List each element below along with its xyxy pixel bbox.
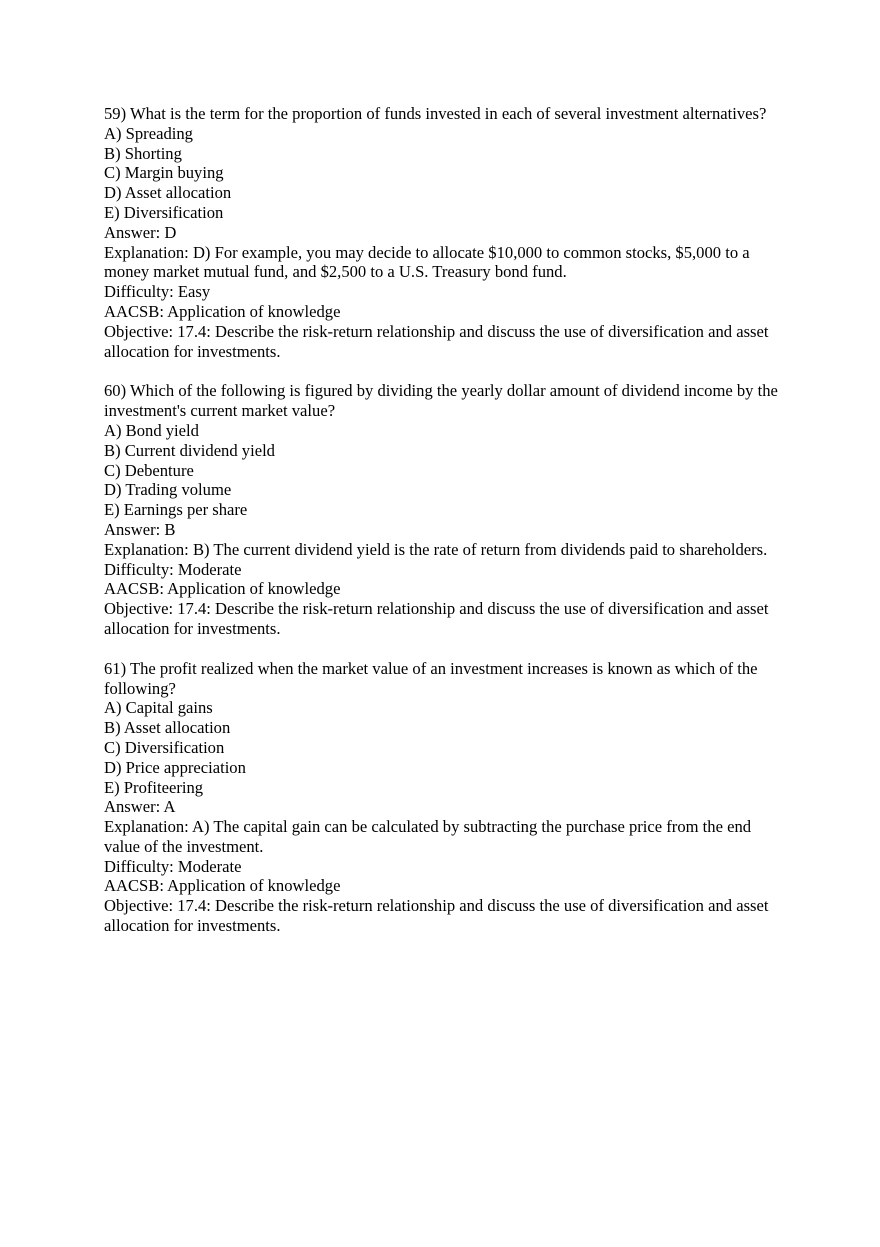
question-61 — [104, 659, 784, 936]
option-a: A) Spreading — [104, 123, 193, 143]
option-c: C) Diversification — [104, 737, 225, 757]
explanation: Explanation: D) For example, you may decide to allocate $10,000 to common stocks, $5,000 to a money market mutual fund, and $2,500 to a U.S. Treasury bond fund. — [104, 242, 750, 282]
document-page — [104, 104, 784, 956]
difficulty: Difficulty: Moderate — [104, 559, 242, 579]
objective: Objective: 17.4: Describe the risk-return relationship and discuss the use of diversification and asset allocation for investments. — [104, 599, 769, 638]
explanation: Explanation: B) The current dividend yield is the rate of return from dividends paid to shareholders. — [104, 539, 768, 559]
question-stem: 61) The profit realized when the market value of an investment increases is known as which of the following? — [104, 658, 758, 698]
aacsb: AACSB: Application of knowledge — [104, 876, 341, 896]
aacsb: AACSB: Application of knowledge — [104, 301, 341, 321]
option-c: C) Debenture — [104, 460, 194, 480]
answer: Answer: A — [104, 797, 176, 817]
objective: Objective: 17.4: Describe the risk-return relationship and discuss the use of diversification and asset allocation for investments. — [104, 321, 769, 361]
option-e: E) Profiteering — [104, 777, 204, 797]
option-d: D) Asset allocation — [104, 183, 232, 203]
difficulty: Difficulty: Easy — [104, 282, 211, 302]
question-59 — [104, 104, 784, 361]
answer: Answer: B — [104, 519, 176, 539]
option-d: D) Trading volume — [104, 480, 232, 500]
option-c: C) Margin buying — [104, 163, 224, 183]
option-b: B) Asset allocation — [104, 718, 231, 738]
option-e: E) Earnings per share — [104, 500, 248, 520]
answer: Answer: D — [104, 222, 177, 242]
option-d: D) Price appreciation — [104, 757, 246, 777]
explanation: Explanation: A) The capital gain can be calculated by subtracting the purchase price from the end value of the investment. — [104, 817, 752, 856]
difficulty: Difficulty: Moderate — [104, 856, 242, 876]
option-a: A) Bond yield — [104, 420, 199, 440]
option-a: A) Capital gains — [104, 698, 213, 718]
option-b: B) Current dividend yield — [104, 440, 275, 460]
option-e: E) Diversification — [104, 202, 224, 222]
objective: Objective: 17.4: Describe the risk-return relationship and discuss the use of diversification and asset allocation for investments. — [104, 896, 769, 936]
question-stem: 60) Which of the following is figured by dividing the yearly dollar amount of dividend income by the investment's current market value? — [104, 381, 778, 421]
aacsb: AACSB: Application of knowledge — [104, 579, 341, 599]
option-b: B) Shorting — [104, 143, 182, 163]
question-60 — [104, 381, 784, 638]
question-stem: 59) What is the term for the proportion of funds invested in each of several investment alternatives? — [104, 104, 767, 123]
